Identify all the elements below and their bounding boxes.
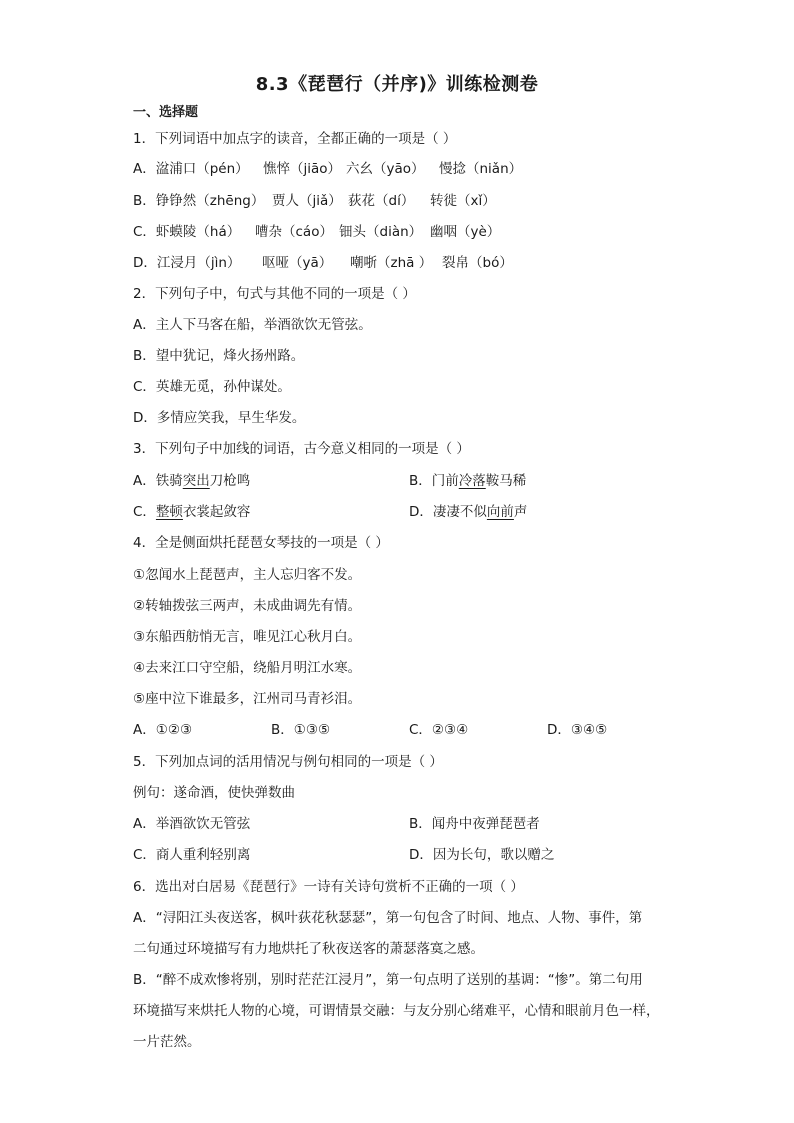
question-3-stem: 3．下列句子中加线的词语，古今意义相同的一项是（ ） [133, 441, 470, 457]
q4-option-d: D．③④⑤ [547, 722, 608, 738]
q3-option-b-prefix: B．门前 [409, 473, 459, 489]
q4-sentence-3: ③东船西舫悄无言，唯见江心秋月白。 [133, 629, 362, 645]
q1-option-d-part3: 嘲哳（zhā ） [350, 255, 433, 271]
q1-option-d-part1: D．江浸月（jìn） [133, 255, 241, 271]
q3-option-b-underlined: 冷落 [458, 473, 486, 489]
q3-option-b-suffix: 鞍马稀 [485, 473, 527, 489]
q6-option-a-line1: A．“浔阳江头夜送客，枫叶荻花秋瑟瑟”，第一句包含了时间、地点、人物、事件，第 [133, 910, 643, 926]
q1-option-a-part3: 六幺（yāo） [346, 161, 425, 177]
q3-option-d-suffix: 声 [513, 504, 528, 520]
q4-option-a: A．①②③ [133, 722, 193, 738]
q1-option-b-part3: 荻花（dí） [348, 193, 415, 209]
q4-sentence-1: ①忽闻水上琵琶声，主人忘归客不发。 [133, 567, 362, 583]
q3-option-c-suffix: 衣裳起敛容 [182, 504, 251, 520]
q3-option-a-underlined: 突出 [182, 473, 210, 489]
q1-option-b-part4: 转徙（xǐ） [430, 193, 496, 209]
q5-example: 例句：遂命酒，使快弹数曲 [133, 785, 295, 801]
section-heading: 一、选择题 [133, 105, 199, 120]
q2-option-b: B．望中犹记，烽火扬州路。 [133, 348, 305, 364]
q1-option-c-part1: C．虾蟆陵（há） [133, 224, 241, 240]
q3-option-a-prefix: A．铁骑 [133, 473, 183, 489]
question-5-stem: 5．下列加点词的活用情况与例句相同的一项是（ ） [133, 754, 443, 770]
q6-option-b-line2: 环境描写来烘托人物的心境，可谓情景交融：与友分别心绪难平，心情和眼前月色一样， [133, 1003, 660, 1019]
q6-option-b-line3: 一片茫然。 [133, 1034, 201, 1050]
q2-option-c: C．英雄无觅，孙仲谋处。 [133, 379, 291, 395]
q5-option-a: A．举酒欲饮无管弦 [133, 816, 251, 832]
question-4-stem: 4．全是侧面烘托琵琶女琴技的一项是（ ） [133, 535, 389, 551]
q3-option-b [409, 471, 526, 491]
q3-option-a-suffix: 刀枪鸣 [209, 473, 251, 489]
q1-option-d-part2: 呕哑（yā） [262, 255, 333, 271]
q4-sentence-4: ④去来江口守空船，绕船月明江水寒。 [133, 660, 362, 676]
q3-option-d [409, 502, 527, 522]
q5-option-b: B．闻舟中夜弹琵琶者 [409, 816, 540, 832]
q1-option-a-part2: 憔悴（jiāo） [263, 161, 342, 177]
q3-option-c-prefix: C． [133, 504, 156, 520]
q4-option-b: B．①③⑤ [271, 722, 331, 738]
q3-option-c [133, 502, 250, 522]
q1-option-c-part3: 钿头（diàn） [339, 224, 423, 240]
q6-option-b-line1: B．“醉不成欢惨将别，别时茫茫江浸月”，第一句点明了送别的基调：“惨”。第二句用 [133, 972, 643, 988]
question-6-stem: 6．选出对白居易《琵琶行》一诗有关诗句赏析不正确的一项（ ） [133, 879, 524, 895]
q5-option-c: C．商人重利轻别离 [133, 847, 251, 863]
q3-option-d-underlined: 向前 [486, 504, 514, 520]
q4-option-c: C．②③④ [409, 722, 469, 738]
question-2-stem: 2．下列句子中，句式与其他不同的一项是（ ） [133, 286, 416, 302]
q3-option-c-underlined: 整顿 [155, 504, 183, 520]
q3-option-d-prefix: D．凄凄不似 [409, 504, 487, 520]
q1-option-b-part1: B．铮铮然（zhēng） [133, 193, 265, 209]
q1-option-a-part1: A．湓浦口（pén） [133, 161, 249, 177]
q4-sentence-2: ②转轴拨弦三两声，未成曲调先有情。 [133, 598, 362, 614]
q2-option-d: D．多情应笑我，早生华发。 [133, 410, 306, 426]
page-title: 8.3《琵琶行（并序)》训练检测卷 [255, 74, 539, 95]
q1-option-a-part4: 慢捻（niǎn） [439, 161, 523, 177]
question-1-stem: 1．下列词语中加点字的读音，全都正确的一项是（ ） [133, 131, 457, 147]
q4-sentence-5: ⑤座中泣下谁最多，江州司马青衫泪。 [133, 691, 362, 707]
q1-option-b-part2: 贾人（jiǎ） [272, 193, 342, 209]
q1-option-c-part4: 幽咽（yè） [430, 224, 501, 240]
q2-option-a: A．主人下马客在船，举酒欲饮无管弦。 [133, 317, 372, 333]
q1-option-d-part4: 裂帛（bó） [442, 255, 513, 271]
q5-option-d: D．因为长句，歌以赠之 [409, 847, 555, 863]
q6-option-a-line2: 二句通过环境描写有力地烘托了秋夜送客的萧瑟落寞之感。 [133, 941, 484, 957]
q1-option-c-part2: 嘈杂（cáo） [255, 224, 333, 240]
q3-option-a [133, 471, 250, 491]
